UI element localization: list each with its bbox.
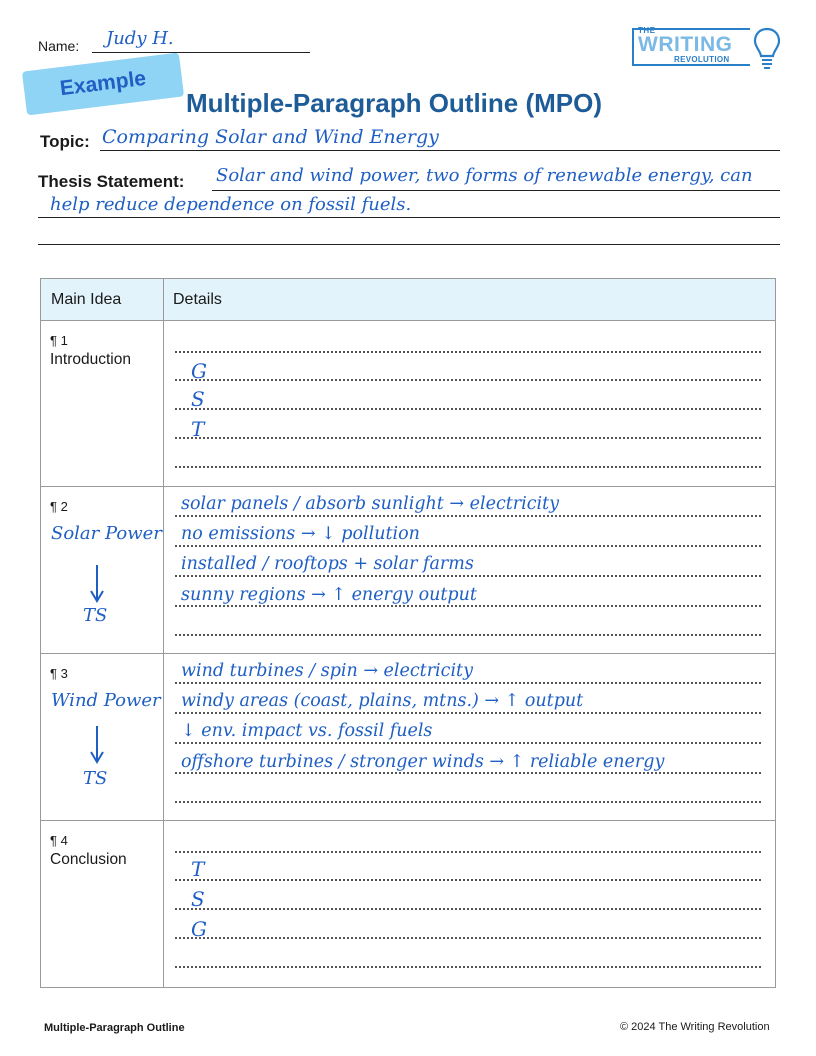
intro-letter-s[interactable]: S <box>191 387 205 411</box>
detail-text[interactable]: wind turbines / spin → electricity <box>181 661 473 681</box>
detail-line <box>175 515 761 517</box>
detail-line <box>175 408 761 410</box>
down-arrow-icon <box>89 724 105 764</box>
detail-line <box>175 682 761 684</box>
detail-line <box>175 466 761 468</box>
para-number: ¶ 3 <box>50 666 68 681</box>
detail-line <box>175 801 761 803</box>
para-main-idea: Conclusion <box>50 851 127 868</box>
detail-line <box>175 851 761 853</box>
detail-text[interactable]: installed / rooftops + solar farms <box>181 554 474 574</box>
detail-text[interactable]: ↓ env. impact vs. fossil fuels <box>181 721 433 741</box>
detail-line <box>175 379 761 381</box>
thesis-label: Thesis Statement: <box>38 172 185 191</box>
col-main-idea: Main Idea <box>51 291 122 308</box>
page-title: Multiple-Paragraph Outline (MPO) <box>186 88 603 118</box>
detail-line <box>175 605 761 607</box>
logo-revolution: REVOLUTION <box>674 55 730 64</box>
detail-line <box>175 575 761 577</box>
para-number: ¶ 2 <box>50 499 68 514</box>
lightbulb-icon <box>752 26 782 70</box>
mpo-table <box>40 278 776 988</box>
intro-letter-g[interactable]: G <box>191 359 207 383</box>
para-main-idea[interactable]: Solar Power <box>51 523 162 544</box>
writing-revolution-logo <box>632 24 782 72</box>
table-row-introduction <box>41 321 775 487</box>
thesis-line <box>38 244 780 245</box>
table-header <box>41 279 775 321</box>
name-value[interactable]: Judy H. <box>106 28 174 49</box>
footer-title: Multiple-Paragraph Outline <box>44 1022 185 1034</box>
detail-line <box>175 937 761 939</box>
thesis-value-line1[interactable]: Solar and wind power, two forms of renewable energy, can <box>216 165 753 186</box>
detail-line <box>175 772 761 774</box>
topic-sentence-marker[interactable]: TS <box>83 768 108 789</box>
detail-text[interactable]: solar panels / absorb sunlight → electricity <box>181 494 560 514</box>
detail-text[interactable]: windy areas (coast, plains, mtns.) → ↑ output <box>181 691 584 711</box>
concl-letter-g[interactable]: G <box>191 917 207 941</box>
example-tag-label: Example <box>58 66 148 101</box>
detail-text[interactable]: sunny regions → ↑ energy output <box>181 585 477 605</box>
detail-line <box>175 545 761 547</box>
table-row-wind <box>41 654 775 821</box>
para-main-idea[interactable]: Wind Power <box>51 690 161 711</box>
para-number: ¶ 1 <box>50 333 68 348</box>
topic-sentence-marker[interactable]: TS <box>83 605 108 626</box>
concl-letter-t[interactable]: T <box>191 857 205 881</box>
thesis-line <box>38 217 780 218</box>
topic-value[interactable]: Comparing Solar and Wind Energy <box>102 126 439 148</box>
down-arrow-icon <box>89 563 105 603</box>
detail-line <box>175 742 761 744</box>
example-tag <box>22 53 184 116</box>
para-number: ¶ 4 <box>50 833 68 848</box>
table-row-solar <box>41 487 775 654</box>
topic-line <box>100 150 780 151</box>
detail-line <box>175 712 761 714</box>
footer-copyright: © 2024 The Writing Revolution <box>620 1021 770 1033</box>
topic-label: Topic: <box>40 132 90 151</box>
detail-text[interactable]: no emissions → ↓ pollution <box>181 524 420 544</box>
logo-the: THE <box>638 26 656 35</box>
detail-line <box>175 908 761 910</box>
logo-writing: WRITING <box>638 33 733 56</box>
detail-line <box>175 966 761 968</box>
detail-line <box>175 879 761 881</box>
detail-line <box>175 437 761 439</box>
col-details: Details <box>173 291 222 308</box>
para-main-idea: Introduction <box>50 351 131 368</box>
detail-line <box>175 351 761 353</box>
concl-letter-s[interactable]: S <box>191 887 205 911</box>
thesis-line <box>212 190 780 191</box>
name-label: Name: <box>38 38 80 54</box>
detail-text[interactable]: offshore turbines / stronger winds → ↑ reliable energy <box>181 752 665 772</box>
thesis-value-line2[interactable]: help reduce dependence on fossil fuels. <box>50 194 412 215</box>
intro-letter-t[interactable]: T <box>191 417 205 441</box>
name-line <box>92 52 310 53</box>
detail-line <box>175 634 761 636</box>
table-row-conclusion <box>41 821 775 987</box>
